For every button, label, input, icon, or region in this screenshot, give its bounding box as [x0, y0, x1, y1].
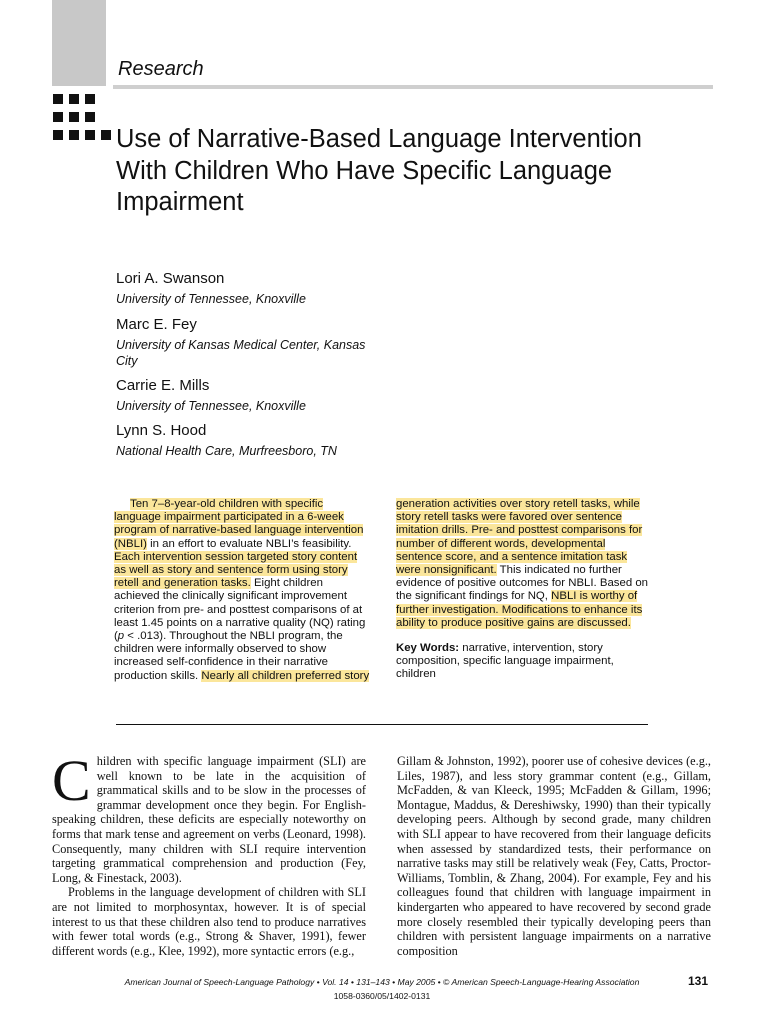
abstract-left-column — [114, 498, 370, 683]
page-number: 131 — [688, 974, 709, 988]
doi-line: 1058-0360/05/1402-0131 — [333, 991, 431, 1001]
highlighted-text: Each intervention session targeted story content as well as story and sentence form using story retell and generation tasks. — [114, 550, 358, 590]
section-label: Research — [118, 58, 204, 80]
abstract-right-column — [396, 498, 652, 682]
abstract-text: Eight children achieved the clinically significant improvement criterion from pre- and posttest comparisons of at least 1.45 points on a narrative quality (NQ) rating ( — [114, 577, 366, 643]
author-affiliation: University of Tennessee, Knoxville — [116, 292, 306, 306]
author-name: Lynn S. Hood — [116, 422, 207, 439]
author-affiliation: University of Tennessee, Knoxville — [116, 399, 306, 413]
body-paragraph: Problems in the language development of children with SLI are not limited to morphosyntax, however. It is of special interest to us that these children also tend to produce narratives with fewer total words (e.g., Strong & Shaver, 1991), fewer different words (e.g., Klee, 1992), more syntactic errors (e.g., — [52, 885, 366, 958]
drop-cap: C — [52, 748, 91, 813]
header-rule — [113, 85, 713, 89]
highlighted-text: Ten 7–8-year-old children with specific language impairment participated in a 6-week program of narrative-based language intervention (NBLI) — [114, 498, 364, 550]
highlighted-text: NBLI is worthy of further investigation. Modifications to enhance its ability to produce positive gains are discussed. — [396, 590, 643, 629]
abstract-text: in an effort to evaluate NBLI’s feasibility. — [146, 537, 352, 550]
author-name: Marc E. Fey — [116, 316, 197, 333]
abstract-paragraph — [114, 498, 370, 683]
body-paragraph: Children with specific language impairment (SLI) are well known to be late in the acquisition of grammatical skills and to be slow in the processes of grammar development once they begin. For English-speaking children, these deficits are especially noteworthy on forms that mark tense and agreement on verbs (Leonard, 1998). Consequently, many children with SLI require intervention targeting grammatical comprehension and production (Fey, Long, & Finestack, 2003). — [52, 748, 366, 885]
author-name: Carrie E. Mills — [116, 377, 210, 394]
key-words-label: Key Words: — [396, 642, 460, 655]
body-paragraph: Gillam & Johnston, 1992), poorer use of cohesive devices (e.g., Liles, 1987), and less story grammar content (e.g., Gillam, McFadden, & van Kleeck, 1995; McFadden & Gillam, 1996; Montague, Maddus, & Dereshiwsky, 1990) than their typically developing peers. Although by second grade, many children with SLI appear to have recovered from their language deficits when assessed by standardized tests, their performance on narrative tasks may still be relatively weak (Fey, Catts, Proctor-Williams, Tomblin, & Zhang, 2004). For example, Fey and his colleagues found that children with language impairment in kindergarten who appeared to have recovered by second grade more closely resembled their typically developing peers than children with persistent language impairments on a narrative composition — [397, 754, 711, 958]
abstract-text: < .013). Throughout the NBLI program, the children were informally observed to show increased self-confidence in their narrative production skills. — [114, 630, 343, 682]
article-title: Use of Narrative-Based Language Intervention With Children Who Have Specific Language Impairment — [116, 125, 642, 216]
journal-citation: American Journal of Speech-Language Pathology • Vol. 14 • 131–143 • May 2005 • © American Speech-Language-Hearing Association — [124, 977, 640, 987]
author-affiliation: University of Kansas Medical Center, Kansas City — [116, 338, 366, 368]
header-grey-tab — [52, 0, 106, 86]
section-divider — [116, 724, 648, 725]
body-right-column — [397, 754, 711, 958]
abstract-paragraph — [396, 498, 652, 630]
abstract-text: This indicated no further evidence of positive outcomes for NBLI. Based on the significant findings for NQ, — [396, 564, 649, 603]
author-name: Lori A. Swanson — [116, 270, 225, 287]
author-affiliation: National Health Care, Murfreesboro, TN — [116, 444, 337, 458]
highlighted-text: Nearly all children preferred story — [201, 669, 370, 682]
highlighted-text: generation activities over story retell tasks, while story retell tasks were favored over sentence imitation drills. Pre- and posttest comparisons for number of different words, developmental sentence score, and a sentence imitation task were nonsignificant. — [396, 498, 643, 577]
abstract-text: p — [117, 630, 125, 643]
body-left-column — [52, 748, 366, 958]
key-words — [396, 642, 652, 682]
key-words-list: narrative, intervention, story composition, specific language impairment, children — [396, 642, 614, 681]
